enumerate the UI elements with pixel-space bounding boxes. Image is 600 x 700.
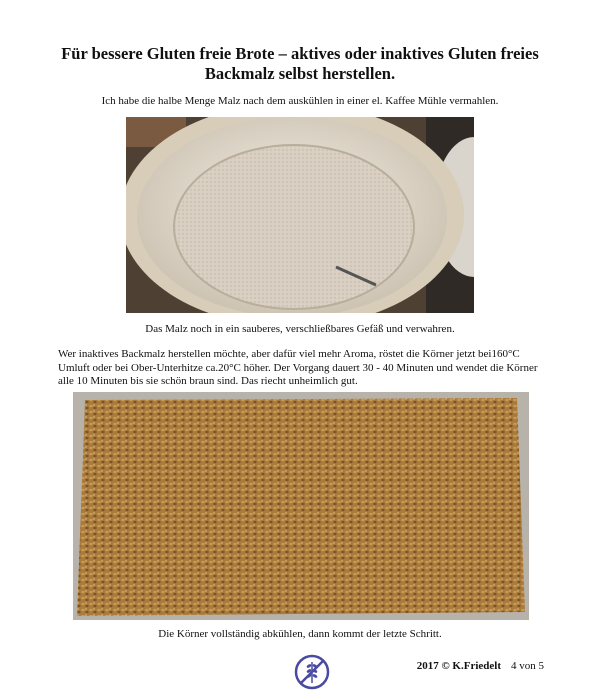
- instruction-paragraph: Wer inaktives Backmalz herstellen möchte, aber dafür viel mehr Aroma, röstet die Körner jetzt bei160°C Umluft oder bei Ober-Unterhitze ca.20°C höher. Der Vorgang dauert 30 - 40 Minuten und wendet die Körner alle 10 Minuten bis sie schön braun sind. Das riecht unheimlich gut.: [58, 348, 538, 387]
- caption-middle: Das Malz noch in ein sauberes, verschließbares Gefäß und verwahren.: [145, 323, 455, 335]
- page-number: 4 von 5: [511, 660, 544, 672]
- roasted-grains-photo: [73, 392, 529, 620]
- caption-top: Ich habe die halbe Menge Malz nach dem auskühlen in einer el. Kaffee Mühle vermahlen.: [101, 95, 499, 107]
- ground-malt-photo: [126, 117, 474, 313]
- gluten-free-icon: [294, 654, 330, 690]
- page-title: Für bessere Gluten freie Brote – aktives oder inaktives Gluten freies Backmalz selbst herstellen.: [61, 44, 539, 83]
- footer: [417, 660, 544, 672]
- footer-author: 2017 © K.Friedelt: [416, 660, 501, 672]
- caption-bottom: Die Körner vollständig abkühlen, dann kommt der letzte Schritt.: [158, 628, 442, 640]
